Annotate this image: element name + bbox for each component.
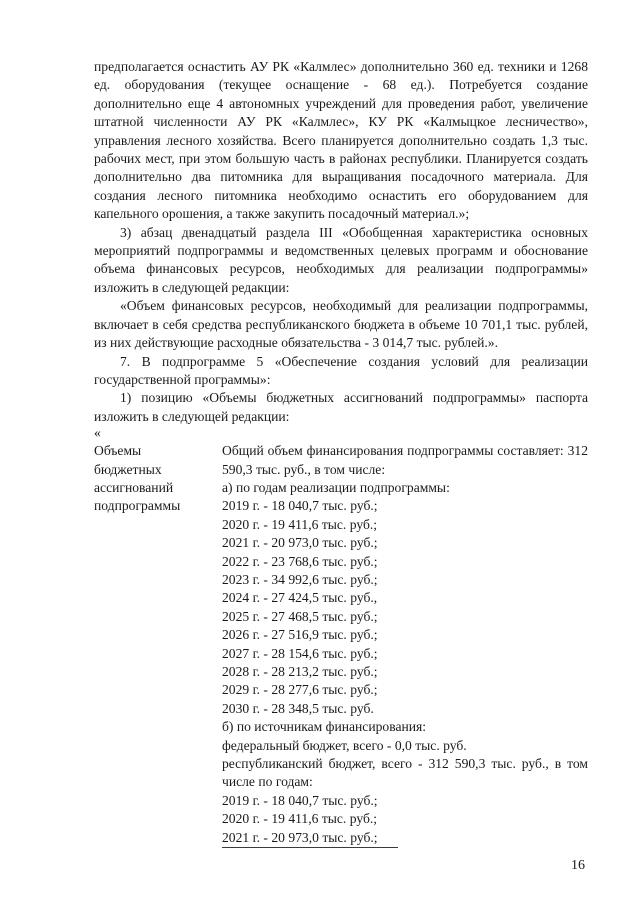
- year-row: 2028 г. - 28 213,2 тыс. руб.;: [222, 664, 378, 679]
- paragraph-forestry-equipment: предполагается оснастить АУ РК «Калмлес» дополнительно 360 ед. техники и 1268 ед. оборудования (текущее оснащение - 68 ед.). Потребуется создание дополнительно еще 4 автономных учреждений для проведения работ, увеличение штатной численности АУ РК «Калмлес», КУ РК «Калмыцкое лесничество», управления лесного хозяйства. Всего планируется дополнительно создать 1,3 тыс. рабочих мест, при этом большую часть в районах республики. Планируется создать дополнительно два питомника для выращивания посадочного материала. Для создания лесного питомника необходимо оснастить его оборудованием для капельного орошения, а также закупить посадочный материал.»;: [94, 59, 588, 222]
- passport-table: [94, 442, 588, 848]
- republican-year-row: 2019 г. - 18 040,7 тыс. руб.;: [222, 792, 378, 808]
- federal-budget: федеральный бюджет, всего - 0,0 тыс. руб.: [222, 737, 467, 753]
- year-row: 2030 г. - 28 348,5 тыс. руб.: [222, 700, 374, 716]
- quote-open-mark: «: [94, 425, 101, 441]
- page-number: 16: [571, 858, 585, 873]
- year-row: 2026 г. - 27 516,9 тыс. руб.;: [222, 627, 378, 643]
- passport-total: Общий объем финансирования подпрограммы составляет: 312 590,3 тыс. руб., в том числе:: [222, 443, 588, 477]
- paragraph-subprogram-5: 7. В подпрограмме 5 «Обеспечение создания условий для реализации государственной программы»:: [94, 353, 588, 387]
- document-page: [94, 58, 588, 848]
- year-row: 2027 г. - 28 154,6 тыс. руб.;: [222, 645, 378, 661]
- passport-body-column: [222, 442, 588, 848]
- year-row: 2025 г. - 27 468,5 тыс. руб.;: [222, 608, 378, 624]
- year-row: 2020 г. - 19 411,6 тыс. руб.;: [222, 516, 378, 532]
- year-row: 2023 г. - 34 992,6 тыс. руб.;: [222, 571, 378, 587]
- passport-label-column: [94, 442, 222, 848]
- passport-label-line: Объемы: [94, 443, 142, 459]
- by-sources-heading: б) по источникам финансирования:: [222, 719, 427, 735]
- republican-year-row: 2021 г. - 20 973,0 тыс. руб.;: [222, 829, 378, 845]
- year-row: 2022 г. - 23 768,6 тыс. руб.;: [222, 553, 378, 569]
- year-row: 2019 г. - 18 040,7 тыс. руб.;: [222, 498, 378, 514]
- paragraph-funding-volume: «Объем финансовых ресурсов, необходимый для реализации подпрограммы, включает в себя средства республиканского бюджета в объеме 10 701,1 тыс. рублей, из них действующие расходные обязательства - 3 014,7 тыс. рублей.».: [94, 298, 588, 351]
- year-row: 2024 г. - 27 424,5 тыс. руб.,: [222, 590, 378, 606]
- by-years-heading: а) по годам реализации подпрограммы:: [222, 479, 450, 495]
- year-row: 2029 г. - 28 277,6 тыс. руб.;: [222, 682, 378, 698]
- year-row: 2021 г. - 20 973,0 тыс. руб.;: [222, 535, 378, 551]
- underline-rule: [222, 847, 398, 848]
- republican-budget: республиканский бюджет, всего - 312 590,3 тыс. руб., в том числе по годам:: [222, 756, 588, 790]
- passport-label-line: ассигнований: [94, 479, 174, 495]
- paragraph-amendment-1: 1) позицию «Объемы бюджетных ассигнований подпрограммы» паспорта изложить в следующей редакции:: [94, 390, 588, 424]
- paragraph-amendment-3: 3) абзац двенадцатый раздела III «Обобщенная характеристика основных мероприятий подпрограммы и ведомственных целевых программ и обоснование объема финансовых ресурсов, необходимых для реализации подпрограммы» изложить в следующей редакции:: [94, 224, 588, 295]
- passport-label-line: подпрограммы: [94, 498, 181, 514]
- republican-year-row: 2020 г. - 19 411,6 тыс. руб.;: [222, 811, 378, 827]
- passport-label-line: бюджетных: [94, 461, 162, 477]
